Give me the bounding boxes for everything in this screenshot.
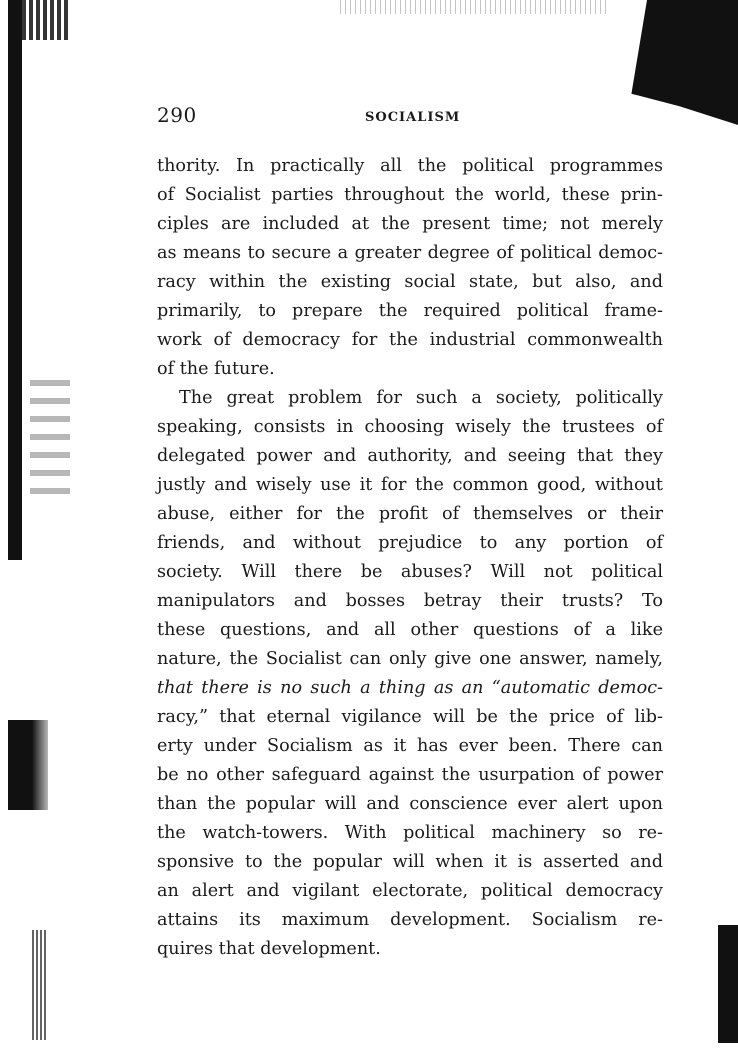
text-line: speaking, consists in choosing wisely the trustees of bbox=[157, 417, 663, 437]
text-line: be no other safeguard against the usurpation of power bbox=[157, 765, 663, 785]
paragraph-1 bbox=[157, 152, 663, 384]
text-line: an alert and vigilant electorate, political democracy bbox=[157, 881, 663, 901]
text-line: primarily, to prepare the required political frame- bbox=[157, 301, 663, 321]
text-line: as means to secure a greater degree of political democ- bbox=[157, 243, 663, 263]
scan-artifact-left-dots bbox=[30, 380, 70, 500]
text-line: than the popular will and conscience ever alert upon bbox=[157, 794, 663, 814]
text-line: these questions, and all other questions of a like bbox=[157, 620, 663, 640]
running-title: SOCIALISM bbox=[365, 110, 461, 125]
text-line: quires that development. bbox=[157, 939, 381, 959]
text-line: society. Will there be abuses? Will not political bbox=[157, 562, 663, 582]
text-line: attains its maximum development. Socialism re- bbox=[157, 910, 663, 930]
scan-artifact-top-left bbox=[22, 0, 70, 40]
text-line: of the future. bbox=[157, 359, 275, 379]
text-line: friends, and without prejudice to any portion of bbox=[157, 533, 663, 553]
scan-edge-bottom-right bbox=[718, 925, 738, 1043]
text-line: manipulators and bosses betray their trusts? To bbox=[157, 591, 663, 611]
text-line: thority. In practically all the political programmes bbox=[157, 156, 663, 176]
text-line: racy,” that eternal vigilance will be the price of lib- bbox=[157, 707, 663, 727]
body-text bbox=[157, 152, 663, 964]
text-line: erty under Socialism as it has ever been. There can bbox=[157, 736, 663, 756]
scan-artifact-top-noise bbox=[340, 0, 610, 14]
text-line: work of democracy for the industrial commonwealth bbox=[157, 330, 663, 350]
paragraph-2 bbox=[157, 384, 663, 964]
text-line: delegated power and authority, and seeing that they bbox=[157, 446, 663, 466]
text-line: sponsive to the popular will when it is asserted and bbox=[157, 852, 663, 872]
page-number: 290 bbox=[157, 103, 197, 127]
text-line: justly and wisely use it for the common good, without bbox=[157, 475, 663, 495]
text-line: the watch-towers. With political machinery so re- bbox=[157, 823, 663, 843]
text-line: The great problem for such a society, politically bbox=[179, 388, 663, 408]
text-line: racy within the existing social state, but also, and bbox=[157, 272, 663, 292]
running-head bbox=[157, 103, 663, 133]
scan-edge-left bbox=[8, 0, 22, 560]
italic-text-line: that there is no such a thing as an “automatic democ- bbox=[157, 678, 663, 698]
scan-artifact-left-mid bbox=[8, 720, 48, 810]
text-line: nature, the Socialist can only give one answer, namely, bbox=[157, 649, 663, 669]
text-line: ciples are included at the present time; not merely bbox=[157, 214, 663, 234]
scan-artifact-left-bottom bbox=[32, 930, 46, 1040]
text-line: of Socialist parties throughout the world, these prin- bbox=[157, 185, 663, 205]
text-line: abuse, either for the profit of themselves or their bbox=[157, 504, 663, 524]
